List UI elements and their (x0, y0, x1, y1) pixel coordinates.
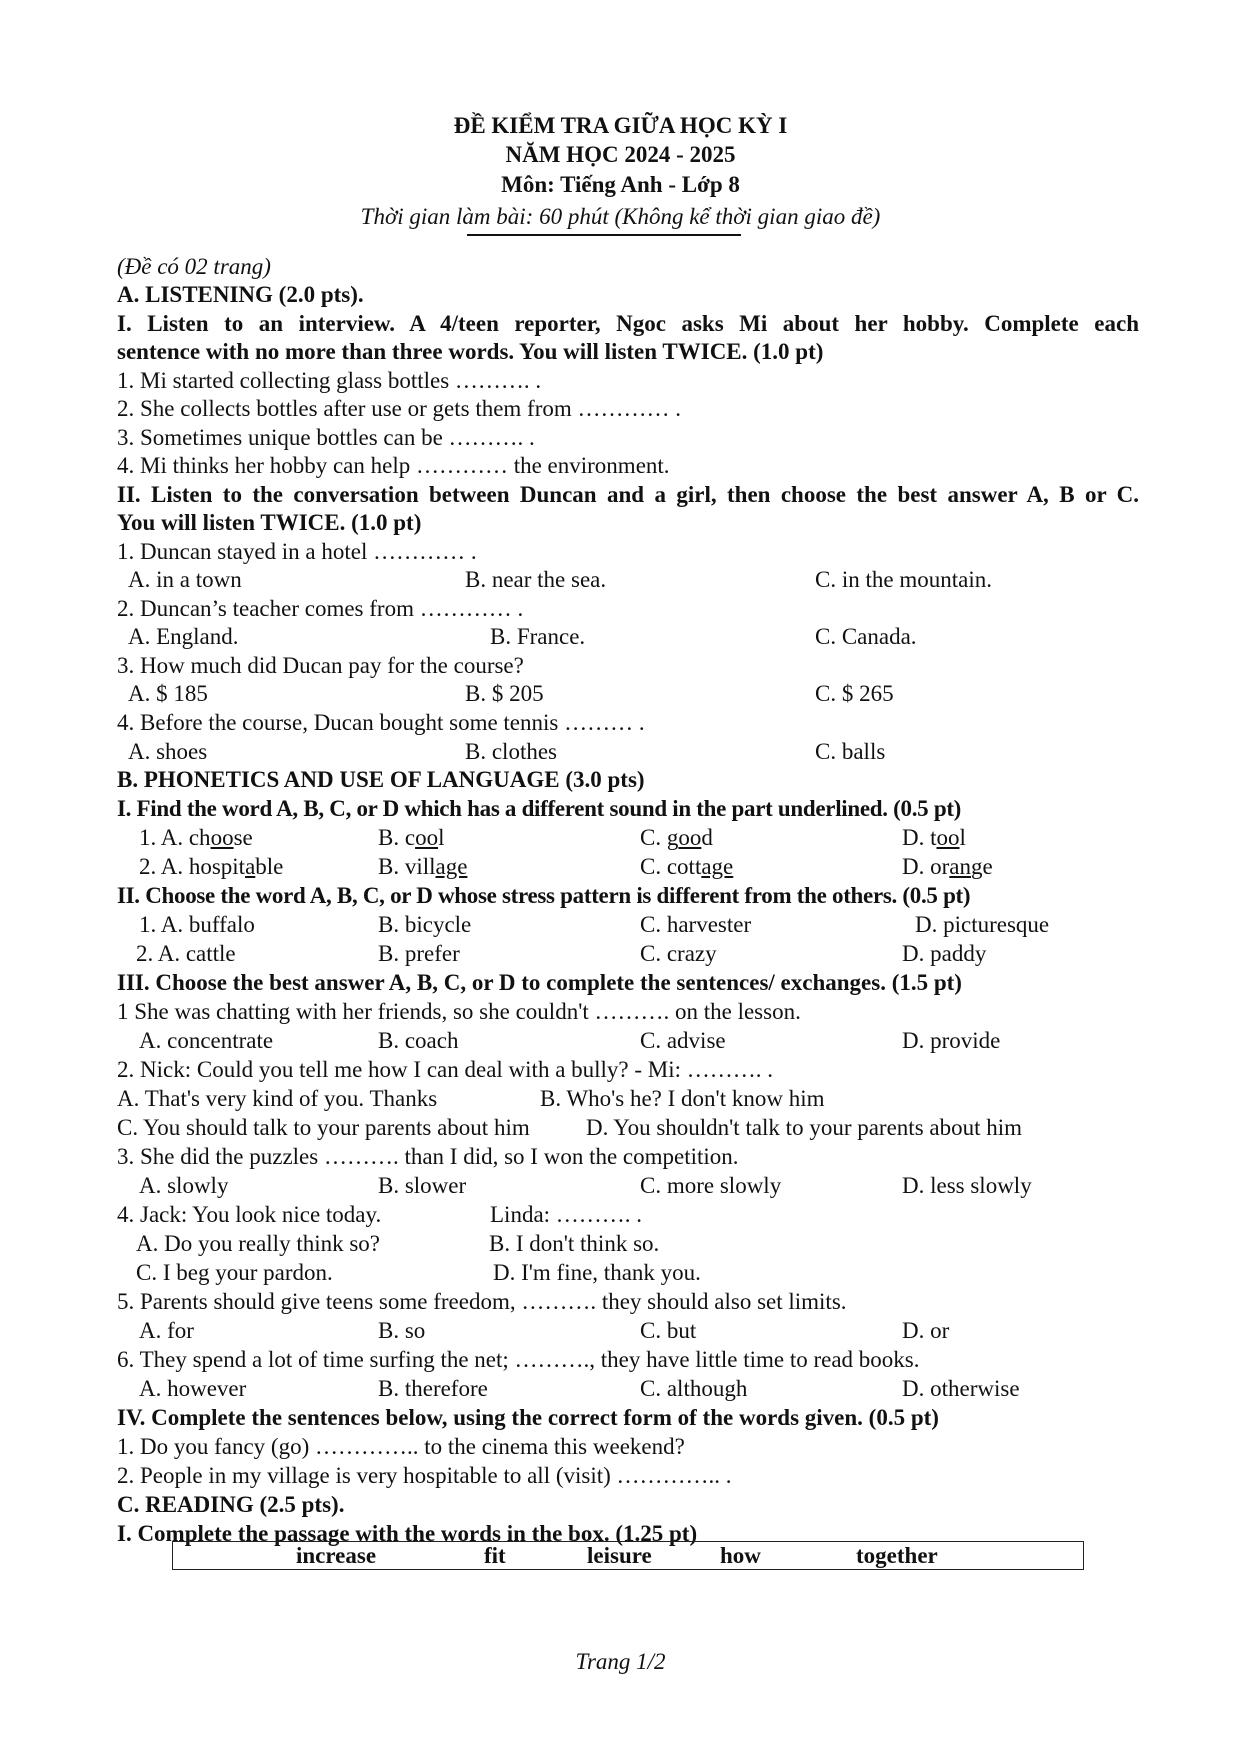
phonetics-part2-q1-option-c: C. harvester (640, 912, 752, 937)
listening-part1-q3: 3. Sometimes unique bottles can be ………. . (117, 425, 535, 450)
title-underline (467, 234, 741, 236)
phonetics-part3-q5-option-c: C. but (640, 1318, 697, 1343)
subject-line: Môn: Tiếng Anh - Lớp 8 (501, 172, 740, 197)
listening-part2-q1-option-c: C. in the mountain. (815, 567, 992, 592)
listening-part2-q2-option-c: C. Canada. (815, 624, 917, 649)
page-number: Trang 1/2 (575, 1649, 666, 1674)
phonetics-part2-q2-option-c: C. crazy (640, 941, 717, 966)
phonetics-part3-q2-stem: 2. Nick: Could you tell me how I can deal with a bully? - Mi: ………. . (117, 1057, 774, 1082)
time-allowed: Thời gian làm bài: 60 phút (Không kể thời gian giao đề) (360, 204, 881, 229)
section-phonetics-heading: B. PHONETICS AND USE OF LANGUAGE (3.0 pts) (117, 767, 645, 792)
underlined-part: oo (210, 825, 234, 850)
phonetics-part3-q6-option-a: A. however (139, 1376, 247, 1401)
phonetics-part1-q1-option-c: C. good (640, 825, 713, 850)
phonetics-part3-q2-option-c: C. You should talk to your parents about him (117, 1115, 530, 1140)
listening-part2-instruction: II. Listen to the conversation between Duncan and a girl, then choose the best answer A, B or C. (117, 482, 1139, 507)
listening-part2-q3-option-c: C. $ 265 (815, 681, 894, 706)
listening-part2-q1-option-a: A. in a town (128, 567, 242, 592)
phonetics-part2-q1-option-a: 1. A. buffalo (139, 912, 255, 937)
exam-title: ĐỀ KIỂM TRA GIỮA HỌC KỲ I (453, 113, 788, 138)
phonetics-part3-q3-option-a: A. slowly (139, 1173, 229, 1198)
listening-part2-q2-stem: 2. Duncan’s teacher comes from ………… . (117, 596, 524, 621)
phonetics-part3-q4-option-d: D. I'm fine, thank you. (493, 1260, 701, 1285)
phonetics-part1-q2-option-d: D. orange (902, 854, 993, 879)
word-box-item: leisure (587, 1543, 652, 1568)
phonetics-part3-q1-option-a: A. concentrate (139, 1028, 274, 1053)
underlined-part: oo (678, 825, 702, 850)
word-box-item: fit (484, 1543, 506, 1568)
listening-part1-q1: 1. Mi started collecting glass bottles ………. . (117, 368, 542, 393)
phonetics-part1-q2-option-c: C. cottage (640, 854, 734, 879)
phonetics-part3-q5-option-d: D. or (902, 1318, 950, 1343)
phonetics-part1-q1-option-a: 1. A. choose (139, 825, 253, 850)
phonetics-part3-q5-option-a: A. for (139, 1318, 194, 1343)
phonetics-part3-q6-option-d: D. otherwise (902, 1376, 1020, 1401)
phonetics-part3-instruction: III. Choose the best answer A, B, C, or D to complete the sentences/ exchanges. (1.5 pt) (117, 970, 962, 995)
listening-part2-q4-option-c: C. balls (815, 739, 886, 764)
phonetics-part3-q2-option-d: D. You shouldn't talk to your parents about him (586, 1115, 1023, 1140)
phonetics-part2-q2-option-d: D. paddy (902, 941, 987, 966)
phonetics-part3-q4-stem-reply: Linda: ………. . (490, 1202, 643, 1227)
phonetics-part2-instruction: II. Choose the word A, B, C, or D whose stress pattern is different from the others. (0.5 pt) (117, 883, 971, 908)
page-count-note: (Đề có 02 trang) (117, 254, 271, 279)
listening-part2-q4-stem: 4. Before the course, Ducan bought some tennis ……… . (117, 710, 645, 735)
listening-part2-instruction-cont: You will listen TWICE. (1.0 pt) (117, 510, 422, 535)
word-box-item: increase (296, 1543, 377, 1568)
phonetics-part3-q2-option-b: B. Who's he? I don't know him (540, 1086, 825, 1111)
phonetics-part4-q1: 1. Do you fancy (go) ………….. to the cinema this weekend? (117, 1434, 685, 1459)
word-box (172, 1541, 1084, 1570)
phonetics-part3-q2-option-a: A. That's very kind of you. Thanks (117, 1086, 438, 1111)
word-box-item: how (720, 1543, 761, 1568)
phonetics-part3-q5-option-b: B. so (378, 1318, 426, 1343)
section-listening-heading: A. LISTENING (2.0 pts). (117, 282, 364, 307)
listening-part2-q3-option-b: B. $ 205 (465, 681, 544, 706)
phonetics-part3-q4-option-a: A. Do you really think so? (136, 1231, 381, 1256)
phonetics-part4-q2: 2. People in my village is very hospitable to all (visit) ………….. . (117, 1463, 732, 1488)
listening-part2-q3-option-a: A. $ 185 (128, 681, 208, 706)
section-reading-heading: C. READING (2.5 pts). (117, 1492, 345, 1517)
phonetics-part3-q4-option-b: B. I don't think so. (489, 1231, 660, 1256)
phonetics-part1-q1-option-d: D. tool (902, 825, 966, 850)
underlined-part: oo (936, 825, 960, 850)
school-year: NĂM HỌC 2024 - 2025 (505, 142, 736, 167)
reading-part1-instruction: I. Complete the passage with the words in the box. (1.25 pt) (117, 1521, 698, 1546)
phonetics-part2-q2-option-b: B. prefer (378, 941, 460, 966)
phonetics-part2-q1-option-d: D. picturesque (915, 912, 1050, 937)
underlined-part: age (435, 854, 468, 879)
phonetics-part3-q1-option-c: C. advise (640, 1028, 726, 1053)
phonetics-part2-q2-option-a: 2. A. cattle (136, 941, 236, 966)
phonetics-part2-q1-option-b: B. bicycle (378, 912, 472, 937)
phonetics-part1-q2-option-a: 2. A. hospitable (139, 854, 284, 879)
listening-part2-q1-stem: 1. Duncan stayed in a hotel ………… . (117, 539, 477, 564)
phonetics-part1-q1-option-b: B. cool (378, 825, 445, 850)
listening-part2-q4-option-b: B. clothes (465, 739, 557, 764)
underlined-part: age (701, 854, 734, 879)
phonetics-part3-q6-option-c: C. although (640, 1376, 748, 1401)
phonetics-part3-q3-option-b: B. slower (378, 1173, 467, 1198)
phonetics-part3-q1-option-b: B. coach (378, 1028, 459, 1053)
phonetics-part1-q2-option-b: B. village (378, 854, 468, 879)
listening-part1-instruction-cont: sentence with no more than three words. You will listen TWICE. (1.0 pt) (117, 339, 824, 364)
listening-part1-q4: 4. Mi thinks her hobby can help ………… the environment. (117, 453, 670, 478)
phonetics-part4-instruction: IV. Complete the sentences below, using the correct form of the words given. (0.5 pt) (117, 1405, 939, 1430)
listening-part2-q3-stem: 3. How much did Ducan pay for the course? (117, 653, 524, 678)
phonetics-part3-q4-stem: 4. Jack: You look nice today. (117, 1202, 382, 1227)
phonetics-part3-q4-option-c: C. I beg your pardon. (136, 1260, 333, 1285)
phonetics-part3-q5-stem: 5. Parents should give teens some freedom, ………. they should also set limits. (117, 1289, 847, 1314)
listening-part2-q4-option-a: A. shoes (128, 739, 208, 764)
phonetics-part3-q3-stem: 3. She did the puzzles ………. than I did, so I won the competition. (117, 1144, 739, 1169)
phonetics-part3-q6-option-b: B. therefore (378, 1376, 488, 1401)
listening-part1-q2: 2. She collects bottles after use or gets them from ………… . (117, 396, 682, 421)
underlined-part: an (949, 854, 971, 879)
phonetics-part3-q3-option-d: D. less slowly (902, 1173, 1032, 1198)
listening-part2-q2-option-b: B. France. (490, 624, 586, 649)
listening-part2-q1-option-b: B. near the sea. (465, 567, 607, 592)
phonetics-part3-q3-option-c: C. more slowly (640, 1173, 782, 1198)
phonetics-part3-q6-stem: 6. They spend a lot of time surfing the net; ………., they have little time to read books. (117, 1347, 920, 1372)
listening-part1-instruction: I. Listen to an interview. A 4/teen reporter, Ngoc asks Mi about her hobby. Complete each (117, 311, 1139, 336)
word-box-item: together (856, 1543, 938, 1568)
phonetics-part3-q1-option-d: D. provide (902, 1028, 1001, 1053)
phonetics-part3-q1-stem: 1 She was chatting with her friends, so she couldn't ………. on the lesson. (117, 999, 801, 1024)
listening-part2-q2-option-a: A. England. (128, 624, 239, 649)
underlined-part: a (245, 854, 256, 879)
underlined-part: oo (415, 825, 439, 850)
phonetics-part1-instruction: I. Find the word A, B, C, or D which has a different sound in the part underlined. (0.5 pt) (117, 796, 962, 821)
